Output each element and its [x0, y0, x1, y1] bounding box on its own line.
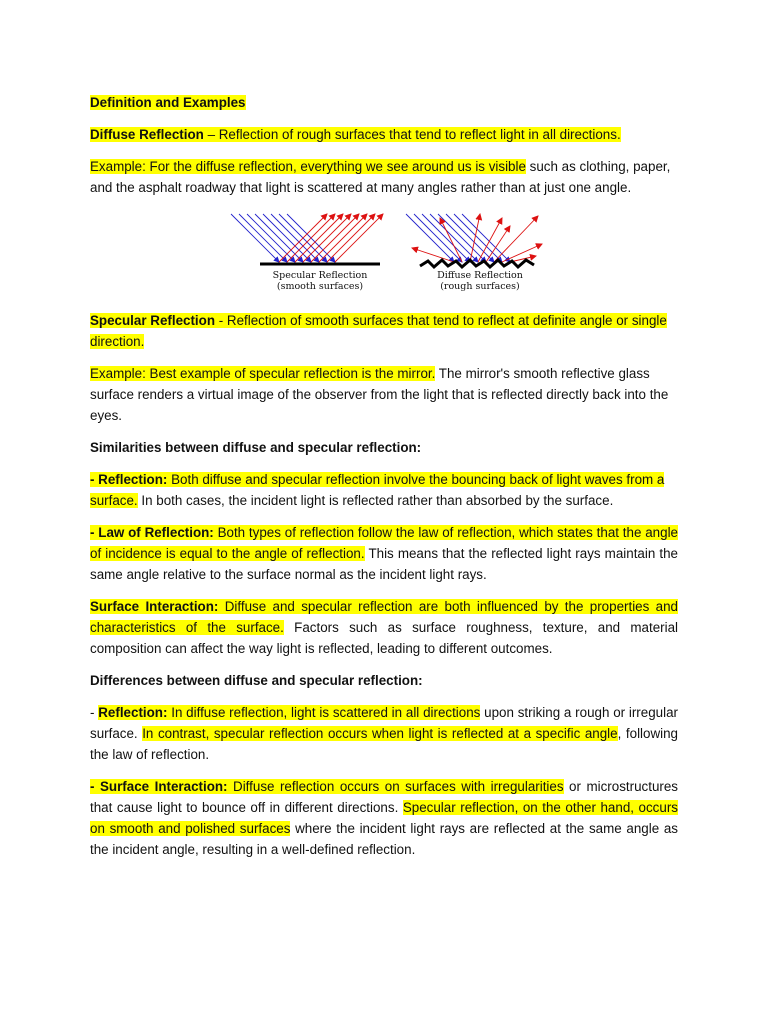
difference-prefix: - [90, 705, 99, 720]
similarity-item-surface [90, 596, 678, 659]
difference-text-3: or microstructures that cause light to bounce off in different directions. [90, 779, 678, 815]
similarity-highlight-reflection: Both diffuse and specular reflection involve the bouncing back of light waves from a surface. [90, 472, 665, 508]
similarity-item-reflection [90, 469, 678, 511]
differences-title: Differences between diffuse and specular reflection: [90, 673, 423, 688]
similarity-label-law: - Law of Reflection: [90, 525, 214, 540]
similarity-item-law [90, 522, 678, 585]
reflection-figure [90, 204, 678, 304]
similarity-label-reflection: - Reflection: [90, 472, 168, 487]
diffuse-definition-text: – Reflection of rough surfaces that tend to reflect light in all directions. [203, 127, 621, 142]
diffuse-caption [410, 270, 550, 292]
difference-item-surface [90, 776, 678, 860]
difference-item-reflection [90, 702, 678, 765]
diffuse-example [90, 156, 678, 198]
difference-highlight-3: Diffuse reflection occurs on surfaces with irregularities [227, 779, 564, 794]
heading-text: Definition and Examples [90, 95, 246, 110]
difference-highlight-4: Specular reflection, on the other hand, occurs on smooth and polished surfaces [90, 800, 678, 836]
difference-highlight-1: In diffuse reflection, light is scattered in all directions [167, 705, 481, 720]
similarities-title: Similarities between diffuse and specular reflection: [90, 440, 422, 455]
specular-caption [250, 270, 390, 292]
specular-caption-subtitle: (smooth surfaces) [276, 281, 364, 292]
specular-definition-text: - Reflection of smooth surfaces that tend to reflect at definite angle or single direction. [90, 313, 667, 349]
diffuse-caption-subtitle: (rough surfaces) [440, 281, 520, 292]
similarity-label-surface: Surface Interaction: [90, 599, 219, 614]
specular-example-highlight: Example: Best example of specular reflection is the mirror. [90, 366, 436, 381]
difference-text-1: upon striking a rough or irregular surface. [90, 705, 678, 741]
difference-text-2: , following the law of reflection. [90, 726, 679, 762]
similarity-highlight-surface: Diffuse and specular reflection are both influenced by the properties and characteristics of the surface. [90, 599, 678, 635]
specular-caption-title: Specular Reflection [272, 270, 368, 281]
diffuse-term: Diffuse Reflection [90, 127, 204, 142]
specular-example [90, 363, 678, 426]
specular-definition [90, 310, 678, 352]
similarity-highlight-law: Both types of reflection follow the law of reflection, which states that the angle of incidence is equal to the angle of reflection. [90, 525, 678, 561]
specular-term: Specular Reflection [90, 313, 216, 328]
diffuse-example-highlight: Example: For the diffuse reflection, everything we see around us is visible [90, 159, 526, 174]
difference-text-4: where the incident light rays are reflected at the same angle as the incident angle, resulting in a well-defined reflection. [90, 821, 678, 857]
similarity-text-surface: Factors such as surface roughness, texture, and material composition can affect the way light is reflected, leading to different outcomes. [90, 620, 679, 656]
similarity-text-law: This means that the reflected light rays maintain the same angle relative to the surface normal as the incident light rays. [90, 546, 678, 582]
difference-highlight-2: In contrast, specular reflection occurs when light is reflected at a specific angle [142, 726, 618, 741]
section-heading [90, 92, 678, 113]
specular-example-text: The mirror's smooth reflective glass surface renders a virtual image of the observer from the light that is reflected directly back into the eyes. [90, 366, 669, 423]
diffuse-reflected-rays [412, 214, 542, 262]
diffuse-caption-title: Diffuse Reflection [437, 270, 523, 281]
difference-label-reflection: Reflection: [98, 705, 168, 720]
similarity-text-reflection: In both cases, the incident light is reflected rather than absorbed by the surface. [137, 493, 614, 508]
difference-label-surface: - Surface Interaction: [90, 779, 228, 794]
diffuse-definition [90, 124, 678, 145]
diffuse-example-text: such as clothing, paper, and the asphalt roadway that light is scattered at many angles rather than at just one angle. [90, 159, 671, 195]
